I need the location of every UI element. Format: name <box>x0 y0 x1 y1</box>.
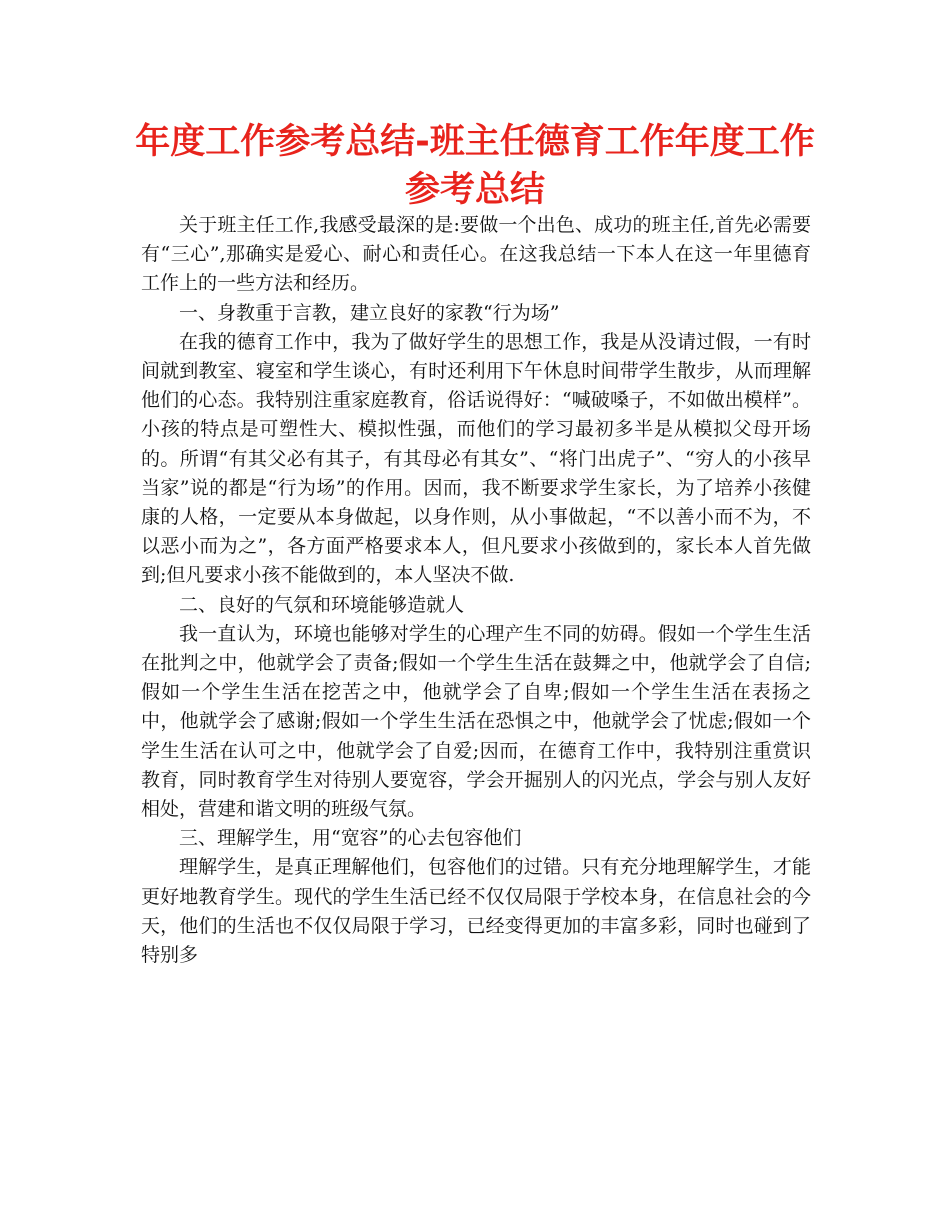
section-heading-1: 一、身教重于言教，建立良好的家教“行为场” <box>179 301 560 324</box>
paragraph-section-1: 在我的德育工作中，我为了做好学生的思想工作，我是从没请过假，一有时间就到教室、寝室和学生谈心，有时还利用下午休息时间带学生散步，从而理解他们的心态。我特别注重家庭教育，俗话说得好：“喊破嗓子，不如做出模样”。小孩的特点是可塑性大、模拟性强，而他们的学习最初多半是从模拟父母开场的。所谓“有其父必有其子，有其母必有其女”、“将门出虎子”、“穷人的小孩早当家”说的都是“行为场”的作用。因而，我不断要求学生家长，为了培养小孩健康的人格，一定要从本身做起，以身作则，从小事做起，“不以善小而不为，不以恶小而为之”，各方面严格要求本人，但凡要求小孩做到的，家长本人首先做到;但凡要求小孩不能做到的，本人坚决不做. <box>141 330 811 587</box>
paragraph-section-2: 我一直认为，环境也能够对学生的心理产生不同的妨碍。假如一个学生生活在批判之中，他就学会了责备;假如一个学生生活在鼓舞之中，他就学会了自信;假如一个学生生活在挖苦之中，他就学会了自卑;假如一个学生生活在表扬之中，他就学会了感谢;假如一个学生生活在恐惧之中，他就学会了忧虑;假如一个学生生活在认可之中，他就学会了自爱;因而，在德育工作中，我特别注重赏识教育，同时教育学生对待别人要宽容，学会开掘别人的闪光点，学会与别人友好相处，营建和谐文明的班级气氛。 <box>141 622 811 821</box>
paragraph-intro: 关于班主任工作,我感受最深的是:要做一个出色、成功的班主任,首先必需要有“三心”,那确实是爱心、耐心和责任心。在这我总结一下本人在这一年里德育工作上的一些方法和经历。 <box>141 214 811 295</box>
paragraph-section-3: 理解学生，是真正理解他们，包容他们的过错。只有充分地理解学生，才能更好地教育学生。现代的学生生活已经不仅仅局限于学校本身，在信息社会的今天，他们的生活也不仅仅局限于学习，已经变得更加的丰富多彩，同时也碰到了特别多 <box>141 856 811 967</box>
section-heading-2: 二、良好的气氛和环境能够造就人 <box>179 593 465 616</box>
document-body <box>141 211 811 970</box>
section-heading-3: 三、理解学生，用“宽容”的心去包容他们 <box>179 827 522 850</box>
document-title: 年度工作参考总结-班主任德育工作年度工作参考总结 <box>135 122 815 210</box>
